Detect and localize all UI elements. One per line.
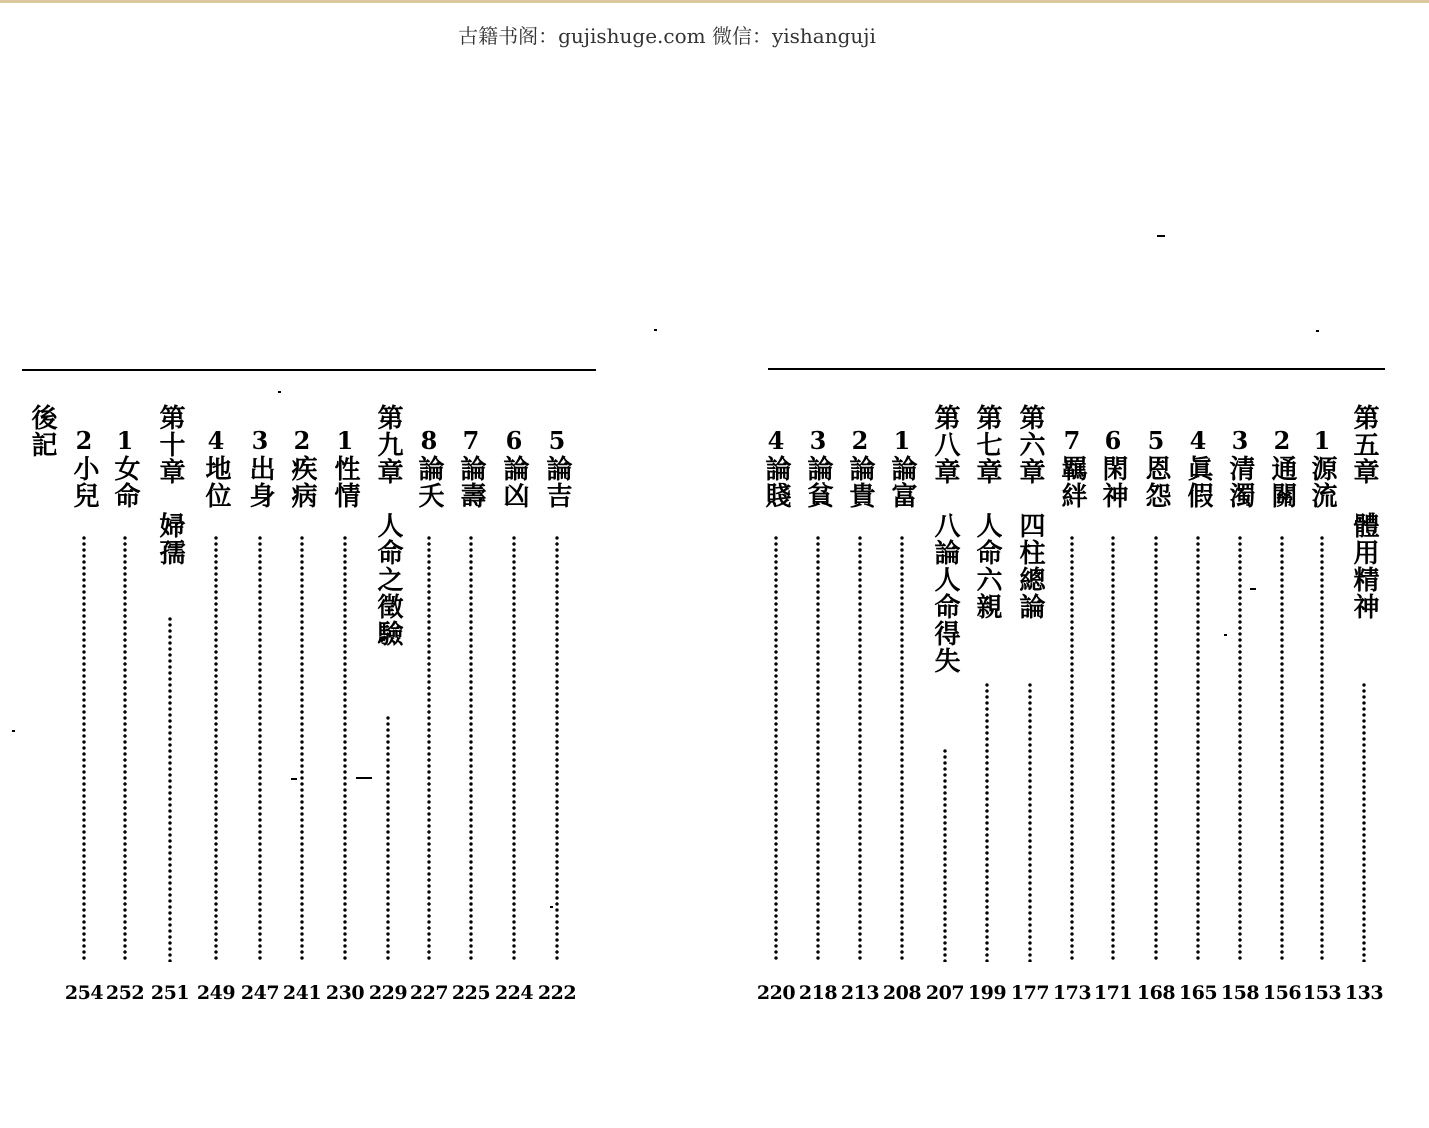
scan-speck	[291, 778, 297, 780]
toc-entry-title: 閑神	[1098, 455, 1128, 509]
leader-dots	[300, 535, 304, 962]
scan-speck	[654, 329, 657, 331]
toc-entry[interactable]	[840, 0, 880, 1010]
scan-speck	[550, 906, 553, 908]
toc-entry-title: 論貧	[803, 455, 833, 509]
toc-page-number: 249	[196, 982, 236, 1004]
leader-dots	[469, 535, 473, 962]
toc-entry-number: 6	[1104, 426, 1122, 455]
toc-page-number: 153	[1302, 982, 1342, 1004]
toc-entry[interactable]	[1052, 0, 1092, 1010]
toc-entry-title: 第六章 四柱總論	[1015, 404, 1045, 620]
toc-entry-number: 5	[548, 426, 566, 455]
toc-entry[interactable]	[1262, 0, 1302, 1010]
scan-speck	[356, 777, 372, 779]
leader-dots	[1280, 535, 1284, 962]
toc-entry[interactable]	[150, 0, 190, 1010]
leader-dots	[943, 748, 947, 962]
toc-entry-number: 4	[207, 426, 225, 455]
toc-entry[interactable]	[451, 0, 491, 1010]
toc-page-number: 218	[798, 982, 838, 1004]
toc-entry[interactable]	[925, 0, 965, 1010]
toc-entry-title: 性情	[330, 455, 360, 509]
toc-entry-title: 恩怨	[1141, 455, 1171, 509]
toc-entry-number: 4	[767, 426, 785, 455]
toc-entry-title: 論凶	[499, 455, 529, 509]
leader-dots	[1028, 682, 1032, 962]
toc-entry-title: 論賤	[761, 455, 791, 509]
toc-entry-title: 羈絆	[1057, 455, 1087, 509]
toc-entry[interactable]	[1220, 0, 1260, 1010]
scan-speck	[1157, 235, 1165, 237]
toc-entry[interactable]	[22, 0, 62, 1010]
toc-page-number: 224	[494, 982, 534, 1004]
toc-entry-title: 疾病	[287, 455, 317, 509]
toc-page-number: 241	[282, 982, 322, 1004]
toc-entry-number: 2	[293, 426, 311, 455]
leader-dots	[1196, 535, 1200, 962]
toc-entry-number: 6	[505, 426, 523, 455]
leader-dots	[555, 535, 559, 962]
toc-page-number: 171	[1093, 982, 1133, 1004]
toc-entry-title: 論吉	[542, 455, 572, 509]
toc-entry-number: 2	[851, 426, 869, 455]
toc-entry-number: 3	[1231, 426, 1249, 455]
leader-dots	[343, 535, 347, 962]
toc-page-number: 247	[240, 982, 280, 1004]
toc-page-number: 158	[1220, 982, 1260, 1004]
scan-speck	[12, 730, 15, 732]
toc-entry-number: 5	[1147, 426, 1165, 455]
toc-entry[interactable]	[325, 0, 365, 1010]
toc-entry-title: 論夭	[414, 455, 444, 509]
toc-entry-number: 3	[809, 426, 827, 455]
toc-entry[interactable]	[1178, 0, 1218, 1010]
toc-entry[interactable]	[1010, 0, 1050, 1010]
toc-entry[interactable]	[64, 0, 104, 1010]
toc-entry-number: 3	[251, 426, 269, 455]
toc-page-number: 229	[368, 982, 408, 1004]
toc-page-number: 254	[64, 982, 104, 1004]
toc-entry[interactable]	[494, 0, 534, 1010]
toc-entry[interactable]	[409, 0, 449, 1010]
toc-entry-title: 地位	[201, 455, 231, 509]
leader-dots	[258, 535, 262, 962]
toc-entry-number: 7	[1063, 426, 1081, 455]
leader-dots	[427, 535, 431, 962]
toc-entry-title: 小兒	[69, 455, 99, 509]
toc-entry[interactable]	[196, 0, 236, 1010]
toc-entry[interactable]	[882, 0, 922, 1010]
toc-page-number: 173	[1052, 982, 1092, 1004]
leader-dots	[1320, 535, 1324, 962]
toc-entry-title: 通關	[1267, 455, 1297, 509]
toc-page-number: 213	[840, 982, 880, 1004]
toc-entry[interactable]	[1136, 0, 1176, 1010]
toc-page-number: 165	[1178, 982, 1218, 1004]
leader-dots	[985, 682, 989, 962]
leader-dots	[1362, 682, 1366, 962]
toc-entry[interactable]	[105, 0, 145, 1010]
toc-entry-number: 1	[116, 426, 134, 455]
leader-dots	[774, 535, 778, 962]
toc-entry-number: 2	[1273, 426, 1291, 455]
leader-dots	[858, 535, 862, 962]
toc-entry-number: 1	[1313, 426, 1331, 455]
toc-page-number: 251	[150, 982, 190, 1004]
toc-page-number: 252	[105, 982, 145, 1004]
toc-entry[interactable]	[798, 0, 838, 1010]
toc-entry[interactable]	[240, 0, 280, 1010]
leader-dots	[214, 535, 218, 962]
toc-entry[interactable]	[967, 0, 1007, 1010]
toc-page-number: 220	[756, 982, 796, 1004]
toc-entry-title: 出身	[245, 455, 275, 509]
toc-page-number: 207	[925, 982, 965, 1004]
toc-entry-title: 第七章 人命六親	[972, 404, 1002, 620]
leader-dots	[1070, 535, 1074, 962]
toc-entry-number: 2	[75, 426, 93, 455]
scan-speck	[278, 391, 281, 393]
toc-entry-title: 清濁	[1225, 455, 1255, 509]
leader-dots	[1154, 535, 1158, 962]
toc-entry-title: 論貴	[845, 455, 875, 509]
leader-dots	[816, 535, 820, 962]
toc-page-number: 225	[451, 982, 491, 1004]
toc-entry-title: 論壽	[456, 455, 486, 509]
toc-entry[interactable]	[282, 0, 322, 1010]
toc-page-number: 199	[967, 982, 1007, 1004]
toc-entry-title: 眞假	[1183, 455, 1213, 509]
toc-entry-title: 第九章 人命之徵驗	[373, 404, 403, 647]
toc-entry-number: 7	[462, 426, 480, 455]
toc-entry-title: 源流	[1307, 455, 1337, 509]
toc-page-number: 208	[882, 982, 922, 1004]
leader-dots	[168, 616, 172, 962]
toc-entry-title: 第五章 體用精神	[1349, 404, 1379, 620]
toc-entry-number: 8	[420, 426, 438, 455]
toc-entry-number: 4	[1189, 426, 1207, 455]
scan-speck	[1250, 588, 1256, 590]
scan-speck	[1224, 634, 1227, 636]
toc-entry[interactable]	[1302, 0, 1342, 1010]
leader-dots	[1111, 535, 1115, 962]
toc-entry-title: 論富	[887, 455, 917, 509]
toc-entry[interactable]	[756, 0, 796, 1010]
toc-page-number: 227	[409, 982, 449, 1004]
toc-entry-title: 女命	[110, 455, 140, 509]
leader-dots	[1238, 535, 1242, 962]
toc-entry-number: 1	[336, 426, 354, 455]
toc-entry[interactable]	[1344, 0, 1384, 1010]
toc-page-number: 133	[1344, 982, 1384, 1004]
watermark-text: 古籍书阁：gujishuge.com 微信：yishanguji	[458, 24, 876, 48]
toc-entry-title: 第十章 婦孺	[155, 404, 185, 566]
leader-dots	[123, 535, 127, 962]
toc-entry[interactable]	[1093, 0, 1133, 1010]
toc-page-number: 222	[537, 982, 577, 1004]
toc-page-number: 156	[1262, 982, 1302, 1004]
toc-entry[interactable]	[537, 0, 577, 1010]
toc-entry-number: 1	[893, 426, 911, 455]
toc-page-number: 177	[1010, 982, 1050, 1004]
leader-dots	[512, 535, 516, 962]
toc-entry-title: 第八章 八論人命得失	[930, 404, 960, 674]
toc-entry-title: 後記	[27, 404, 57, 458]
toc-entry[interactable]	[368, 0, 408, 1010]
toc-page-number: 168	[1136, 982, 1176, 1004]
toc-page-number: 230	[325, 982, 365, 1004]
leader-dots	[82, 535, 86, 962]
scan-speck	[1316, 330, 1319, 332]
leader-dots	[900, 535, 904, 962]
leader-dots	[386, 715, 390, 962]
